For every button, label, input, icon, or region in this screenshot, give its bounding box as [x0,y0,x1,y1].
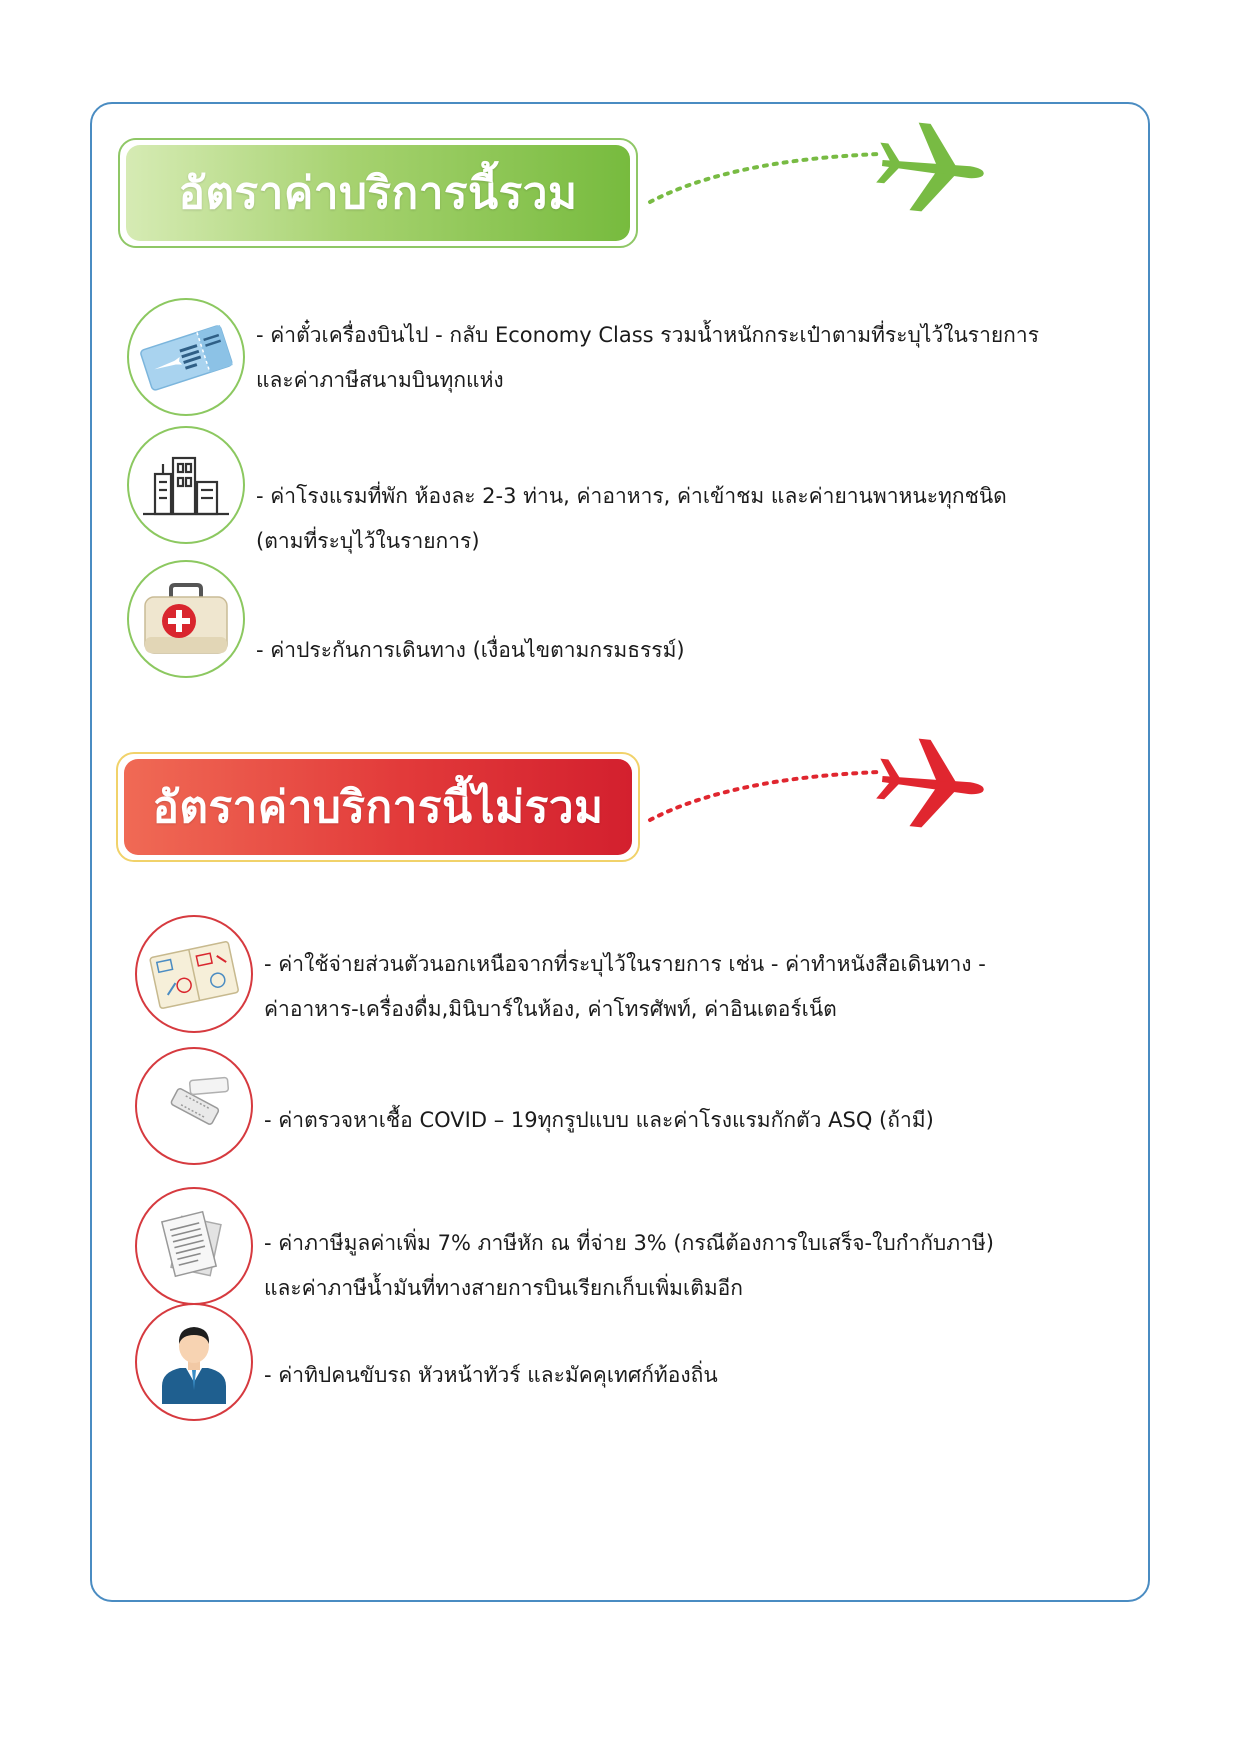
excluded-heading-banner [116,752,640,862]
red-plane-icon [640,738,990,838]
included-item-1-icon-circle [127,298,245,416]
excluded-item-3-text: - ค่าภาษีมูลค่าเพิ่ม 7% ภาษีหัก ณ ที่จ่าย 3% (กรณีต้องการใบเสร็จ-ใบกำกับภาษี) และค่าภาษีน้ำมันที่ทางสายการบินเรียกเก็บเพิ่มเติมอีก [264,1231,994,1300]
included-item-2-text: - ค่าโรงแรมที่พัก ห้องละ 2-3 ท่าน, ค่าอาหาร, ค่าเข้าชม และค่ายานพาหนะทุกชนิด (ตามที่ระบุไว้ในรายการ) [256,484,1007,553]
excluded-item-2-text: - ค่าตรวจหาเชื้อ COVID – 19ทุกรูปแบบ และค่าโรงแรมกักตัว ASQ (ถ้ามี) [264,1108,934,1132]
included-item-2-icon-circle [127,426,245,544]
document-icon [154,1206,234,1286]
excluded-item-4-text: - ค่าทิปคนขับรถ หัวหน้าทัวร์ และมัคคุเทศก์ท้องถิ่น [264,1363,718,1387]
excluded-item-1-icon-circle [135,915,253,1033]
passport-icon [148,939,240,1009]
included-item-1-text: - ค่าตั๋วเครื่องบินไป - กลับ Economy Class รวมน้ำหนักกระเป๋าตามที่ระบุไว้ในรายการ และค่าภาษีสนามบินทุกแห่ง [256,323,1039,392]
included-heading-banner [118,138,638,248]
excluded-item-1-text: - ค่าใช้จ่ายส่วนตัวนอกเหนือจากที่ระบุไว้ในรายการ เช่น - ค่าทำหนังสือเดินทาง - ค่าอาหาร-เครื่องดื่ม,มินิบาร์ในห้อง, ค่าโทรศัพท์, ค่าอินเตอร์เน็ต [264,952,986,1021]
excluded-item-2-icon-circle [135,1047,253,1165]
excluded-item-4-icon-circle [135,1303,253,1421]
test-kit-icon [154,1071,234,1141]
plane-ticket-icon [138,321,234,393]
included-heading: อัตราค่าบริการนี้รวม [178,168,578,219]
tour-guide-person-icon [154,1320,234,1404]
first-aid-kit-icon [141,581,231,657]
included-item-3-icon-circle [127,560,245,678]
excluded-item-3-icon-circle [135,1187,253,1305]
hotel-building-icon [141,450,231,520]
excluded-heading: อัตราค่าบริการนี้ไม่รวม [152,782,604,833]
included-item-3-text: - ค่าประกันการเดินทาง (เงื่อนไขตามกรมธรรม์) [256,638,685,662]
green-plane-icon [640,120,990,220]
